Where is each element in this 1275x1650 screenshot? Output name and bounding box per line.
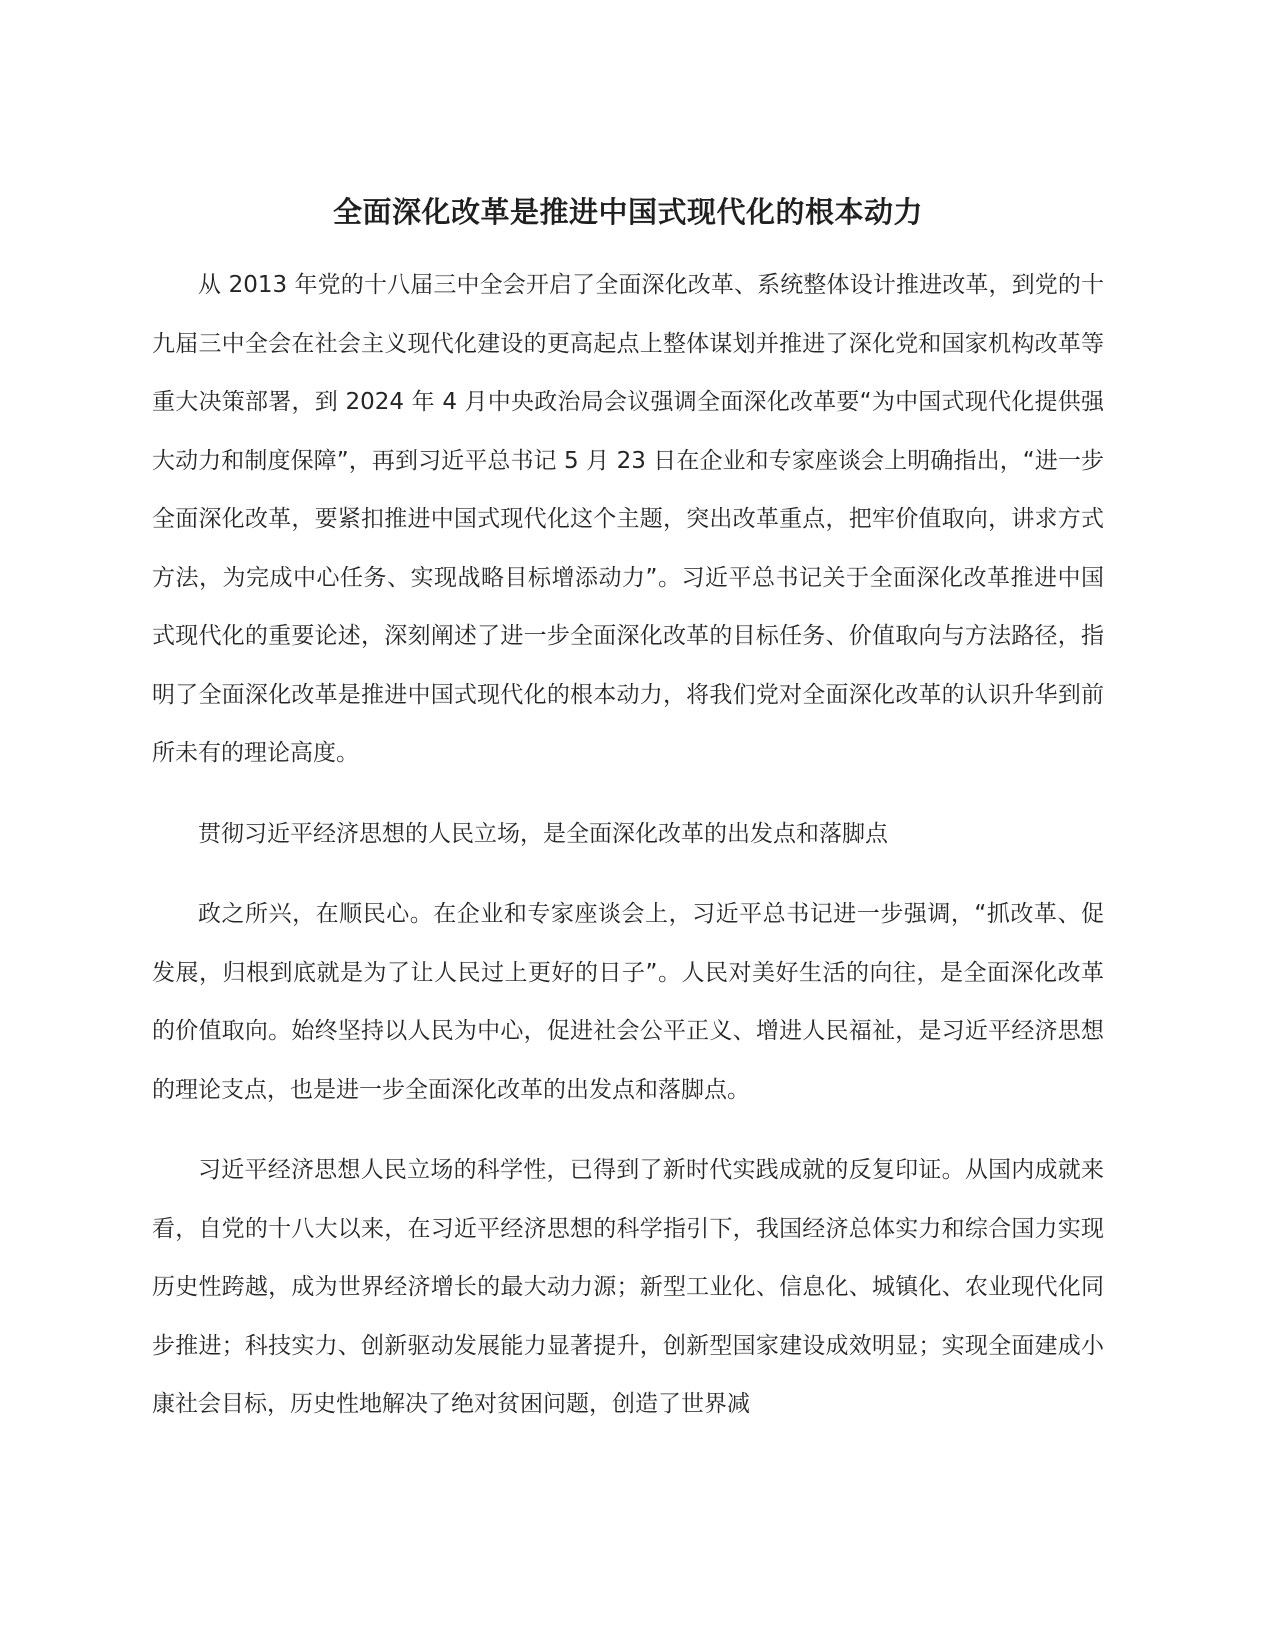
paragraph-intro: 从 2013 年党的十八届三中全会开启了全面深化改革、系统整体设计推进改革，到党的十九届三中全会在社会主义现代化建设的更高起点上整体谋划并推进了深化党和国家机构改革等重大决策部署，到 2024 年 4 月中央政治局会议强调全面深化改革要“为中国式现代化提供强大动力和制度保障”，再到习近平总书记 5 月 23 日在企业和专家座谈会上明确指出，“进一步全面深化改革，要紧扣推进中国式现代化这个主题，突出改革重点，把牢价值取向，讲求方式方法，为完成中心任务、实现战略目标增添动力”。习近平总书记关于全面深化改革推进中国式现代化的重要论述，深刻阐述了进一步全面深化改革的目标任务、价值取向与方法路径，指明了全面深化改革是推进中国式现代化的根本动力，将我们党对全面深化改革的认识升华到前所未有的理论高度。	[152, 272, 1104, 766]
section-heading: 贯彻习近平经济思想的人民立场，是全面深化改革的出发点和落脚点	[198, 820, 888, 847]
paragraph-achievements: 习近平经济思想人民立场的科学性，已得到了新时代实践成就的反复印证。从国内成就来看，自党的十八大以来，在习近平经济思想的科学指引下，我国经济总体实力和综合国力实现历史性跨越，成为世界经济增长的最大动力源；新型工业化、信息化、城镇化、农业现代化同步推进；科技实力、创新驱动发展能力显著提升，创新型国家建设成效明显；实现全面建成小康社会目标，历史性地解决了绝对贫困问题，创造了世界减	[152, 1157, 1104, 1417]
paragraph-people-stance: 政之所兴，在顺民心。在企业和专家座谈会上，习近平总书记进一步强调，“抓改革、促发展，归根到底就是为了让人民过上更好的日子”。人民对美好生活的向往，是全面深化改革的价值取向。始终坚持以人民为中心，促进社会公平正义、增进人民福祉，是习近平经济思想的理论支点，也是进一步全面深化改革的出发点和落脚点。	[152, 901, 1104, 1103]
page-title: 全面深化改革是推进中国式现代化的根本动力	[332, 195, 923, 229]
document-page	[152, 190, 1104, 1434]
